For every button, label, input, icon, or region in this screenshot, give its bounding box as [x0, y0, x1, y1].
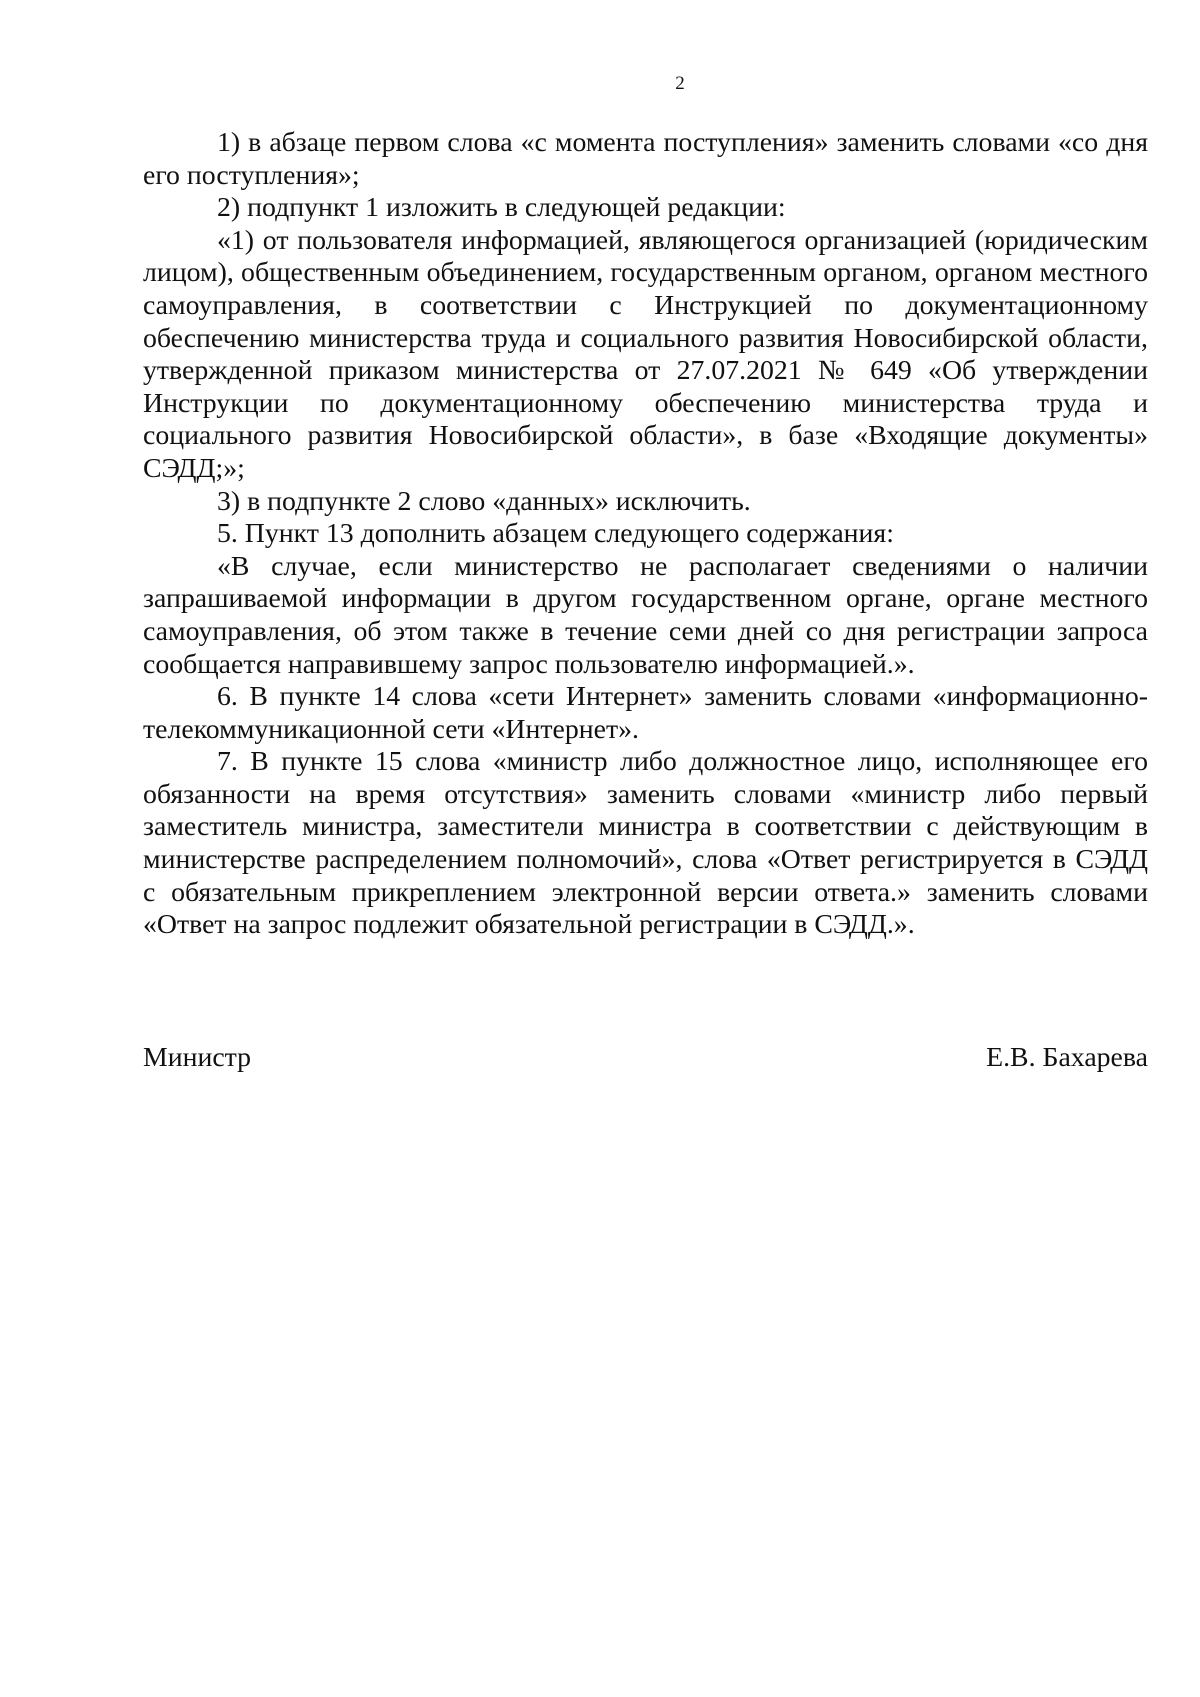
paragraph-item-2: 2) подпункт 1 изложить в следующей редакции:	[217, 192, 786, 224]
paragraph-point-7: 7. В пункте 15 слова «министр либо должностное лицо, исполняющее его обязанности на время отсутствия» заменить словами «министр либо первый заместитель министра, заместители министра в соответствии с действующим в министерстве распределением полномочий», слова «Ответ регистрируется в СЭДД с обязательным прикреплением электронной версии ответа.» заменить словами «Ответ на запрос подлежит обязательной регистрации в СЭДД.».	[143, 746, 1148, 941]
document-body	[143, 127, 1148, 942]
paragraph-point-6: 6. В пункте 14 слова «сети Интернет» заменить словами «информационно-телекоммуникационной сети «Интернет».	[143, 681, 1148, 745]
paragraph-item-1: 1) в абзаце первом слова «с момента поступления» заменить словами «со дня его поступления»;	[143, 127, 1148, 191]
paragraph-point-5: 5. Пункт 13 дополнить абзацем следующего содержания:	[217, 518, 894, 550]
page-number: 2	[675, 73, 685, 94]
paragraph-quoted-subclause-1: «1) от пользователя информацией, являющегося организацией (юридическим лицом), общественным объединением, государственным органом, органом местного самоуправления, в соответствии с Инструкцией по документационному обеспечению министерства труда и социального развития Новосибирской области, утвержденной приказом министерства от 27.07.2021 № 649 «Об утверждении Инструкции по документационному обеспечению министерства труда и социального развития Новосибирской области», в базе «Входящие документы» СЭДД;»;	[143, 224, 1148, 484]
signatory-title: Министр	[143, 1042, 252, 1073]
paragraph-quoted-addition: «В случае, если министерство не располагает сведениями о наличии запрашиваемой информации в другом государственном органе, органе местного самоуправления, об этом также в течение семи дней со дня регистрации запроса сообщается направившему запрос пользователю информацией.».	[143, 550, 1148, 680]
paragraph-item-3: 3) в подпункте 2 слово «данных» исключить.	[217, 485, 751, 517]
signatory-name: Е.В. Бахарева	[986, 1042, 1148, 1073]
